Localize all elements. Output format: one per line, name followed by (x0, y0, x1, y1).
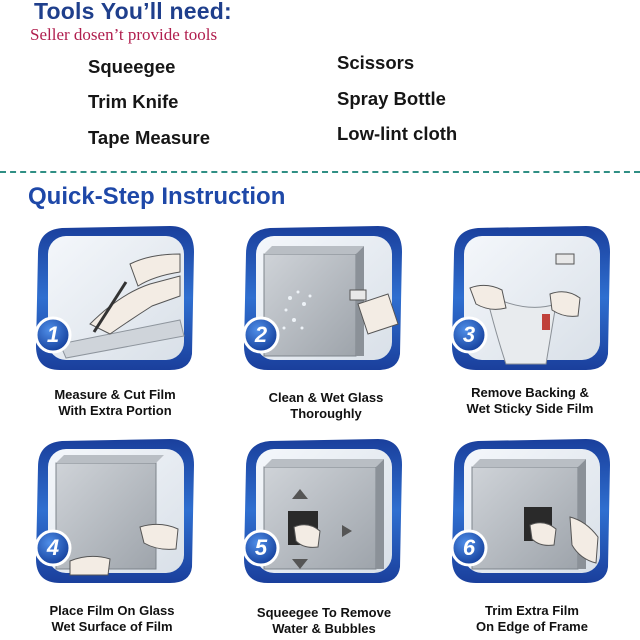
step-2-caption-line2: Thoroughly (290, 406, 362, 421)
tool-item-squeegee: Squeegee (88, 56, 176, 77)
step-3-caption-line2: Wet Sticky Side Film (466, 401, 594, 416)
tool-item-scissors: Scissors (337, 52, 415, 73)
section-divider (0, 171, 640, 173)
step-4-caption-line1: Place Film On Glass (49, 603, 175, 618)
step-1-card (30, 224, 198, 372)
step-6-caption-line1: Trim Extra Film (485, 603, 579, 618)
tools-note: Seller dosen’t provide tools (30, 25, 218, 44)
step-1-caption-line2: With Extra Portion (58, 403, 172, 418)
tool-item-spray-bottle: Spray Bottle (337, 88, 446, 109)
quick-step-title: Quick-Step Instruction (28, 183, 286, 210)
step-1-caption-line1: Measure & Cut Film (54, 387, 176, 402)
tool-item-low-lint-cloth: Low-lint cloth (337, 123, 458, 144)
step-2-caption-line1: Clean & Wet Glass (268, 390, 384, 405)
step-1-number: 1 (46, 322, 60, 347)
step-6-number: 6 (462, 535, 476, 560)
step-5-caption-line2: Water & Bubbles (272, 621, 376, 636)
step-5-number: 5 (254, 535, 268, 560)
step-5-caption-line1: Squeegee To Remove (256, 605, 392, 620)
step-4-card (30, 437, 198, 585)
step-1-caption (10, 387, 220, 419)
step-4-caption (7, 603, 217, 635)
step-3-number: 3 (462, 322, 476, 347)
step-2-caption (221, 390, 431, 422)
tool-item-trim-knife: Trim Knife (88, 91, 179, 112)
step-6-caption-line2: On Edge of Frame (476, 619, 588, 634)
step-3-card (446, 224, 614, 372)
tool-item-tape-measure: Tape Measure (88, 127, 211, 148)
step-3-caption-line1: Remove Backing & (471, 385, 589, 400)
step-6-caption (427, 603, 637, 635)
step-5-card (238, 437, 406, 585)
step-5-caption (219, 605, 429, 637)
step-4-caption-line2: Wet Surface of Film (51, 619, 173, 634)
step-6-card (446, 437, 614, 585)
tools-title: Tools You’ll need: (34, 0, 232, 24)
step-2-number: 2 (254, 322, 268, 347)
step-4-number: 4 (46, 535, 60, 560)
step-2-card (238, 224, 406, 372)
step-3-caption (425, 385, 635, 417)
